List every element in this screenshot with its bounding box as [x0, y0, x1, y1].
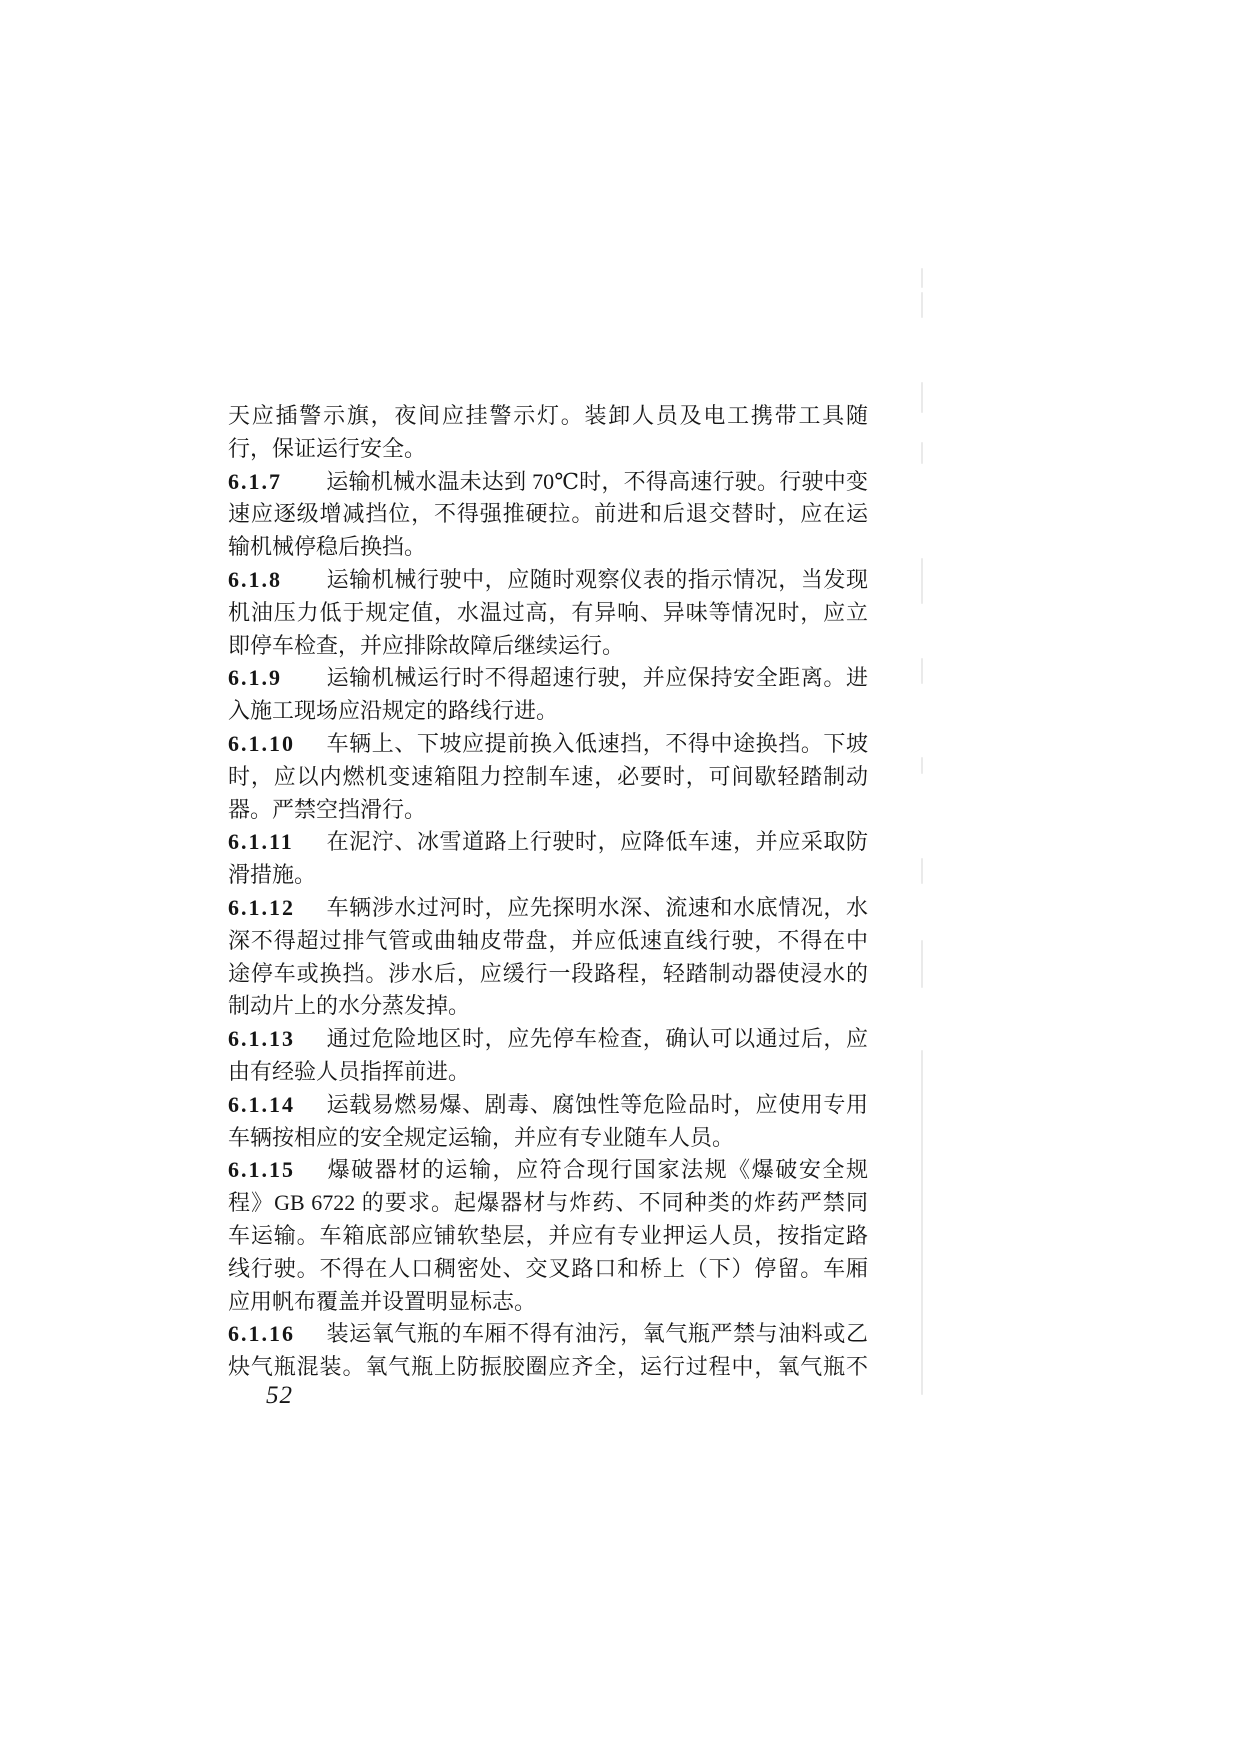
text-line: 程》GB 6722 的要求。起爆器材与炸药、不同种类的炸药严禁同 [228, 1190, 868, 1216]
text-block [228, 400, 868, 1384]
text-line: 入施工现场应沿规定的路线行进。 [228, 698, 559, 724]
text-line: 车运输。车箱底部应铺软垫层，并应有专业押运人员，按指定路 [228, 1222, 868, 1248]
text-line: 深不得超过排气管或曲轴皮带盘，并应低速直线行驶，不得在中 [228, 927, 868, 953]
clause-number: 6.1.16 [228, 1321, 295, 1347]
clause-number: 6.1.11 [228, 829, 294, 855]
scan-artifact-line [921, 858, 923, 884]
text-line: 途停车或换挡。涉水后，应缓行一段路程，轻踏制动器使浸水的 [228, 960, 868, 986]
text-line: 时，应以内燃机变速箱阻力控制车速，必要时，可间歇轻踏制动 [228, 763, 868, 789]
text-line: 行，保证运行安全。 [228, 435, 427, 461]
page-number: 52 [266, 1382, 293, 1409]
clause-line: 6.1.16 装运氧气瓶的车厢不得有油污，氧气瓶严禁与油料或乙 [228, 1318, 868, 1351]
text-line: 线行驶。不得在人口稠密处、交叉路口和桥上（下）停留。车厢 [228, 1255, 868, 1281]
clause-line: 6.1.8 运输机械行驶中，应随时观察仪表的指示情况，当发现 [228, 564, 868, 597]
text-line: 天应插警示旗，夜间应挂警示灯。装卸人员及电工携带工具随 [228, 403, 868, 428]
clause-number: 6.1.10 [228, 730, 295, 756]
clause-line: 6.1.10 车辆上、下坡应提前换入低速挡，不得中途换挡。下坡 [228, 728, 868, 761]
text-line: 速应逐级增减挡位，不得强推硬拉。前进和后退交替时，应在运 [228, 501, 868, 527]
text-line: 应用帆布覆盖并设置明显标志。 [228, 1288, 537, 1314]
text-line: 机油压力低于规定值，水温过高，有异响、异味等情况时，应立 [228, 599, 868, 625]
clause-number: 6.1.9 [228, 665, 282, 691]
clause-number: 6.1.7 [228, 468, 282, 494]
clause-line: 6.1.14 运载易燃易爆、剧毒、腐蚀性等危险品时，应使用专用 [228, 1089, 868, 1122]
text-line: 器。严禁空挡滑行。 [228, 796, 427, 822]
clause-number: 6.1.8 [228, 566, 282, 592]
clause-line: 6.1.11 在泥泞、冰雪道路上行驶时，应降低车速，并应采取防 [228, 826, 868, 859]
clause-line: 6.1.7 运输机械水温未达到 70℃时，不得高速行驶。行驶中变 [228, 466, 868, 499]
scan-artifact-line [921, 757, 923, 774]
clause-line: 6.1.9 运输机械运行时不得超速行驶，并应保持安全距离。进 [228, 662, 868, 695]
clause-number: 6.1.12 [228, 894, 295, 920]
text-line: 滑措施。 [228, 862, 317, 888]
scan-artifact-line [921, 292, 923, 318]
scan-artifact-line [921, 442, 923, 464]
text-line: 由有经验人员指挥前进。 [228, 1058, 471, 1084]
clause-line: 6.1.12 车辆涉水过河时，应先探明水深、流速和水底情况，水 [228, 892, 868, 925]
text-line: 即停车检查，并应排除故障后继续运行。 [228, 632, 625, 658]
clause-line: 6.1.13 通过危险地区时，应先停车检查，确认可以通过后，应 [228, 1023, 868, 1056]
scan-artifact-line [921, 1050, 923, 1395]
scan-artifact-line [921, 558, 923, 604]
scan-artifact-line [921, 382, 923, 413]
clause-number: 6.1.15 [228, 1157, 295, 1183]
scan-artifact-line [921, 940, 923, 988]
text-line: 输机械停稳后换挡。 [228, 534, 427, 560]
text-line: 车辆按相应的安全规定运输，并应有专业随车人员。 [228, 1124, 735, 1150]
scan-artifact-line [921, 658, 923, 684]
scan-artifact-line [921, 268, 923, 288]
text-line: 制动片上的水分蒸发掉。 [228, 993, 471, 1019]
clause-number: 6.1.13 [228, 1026, 295, 1052]
text-line: 炔气瓶混装。氧气瓶上防振胶圈应齐全，运行过程中，氧气瓶不 [228, 1354, 868, 1380]
clause-number: 6.1.14 [228, 1091, 295, 1117]
clause-line: 6.1.15 爆破器材的运输，应符合现行国家法规《爆破安全规 [228, 1154, 868, 1187]
